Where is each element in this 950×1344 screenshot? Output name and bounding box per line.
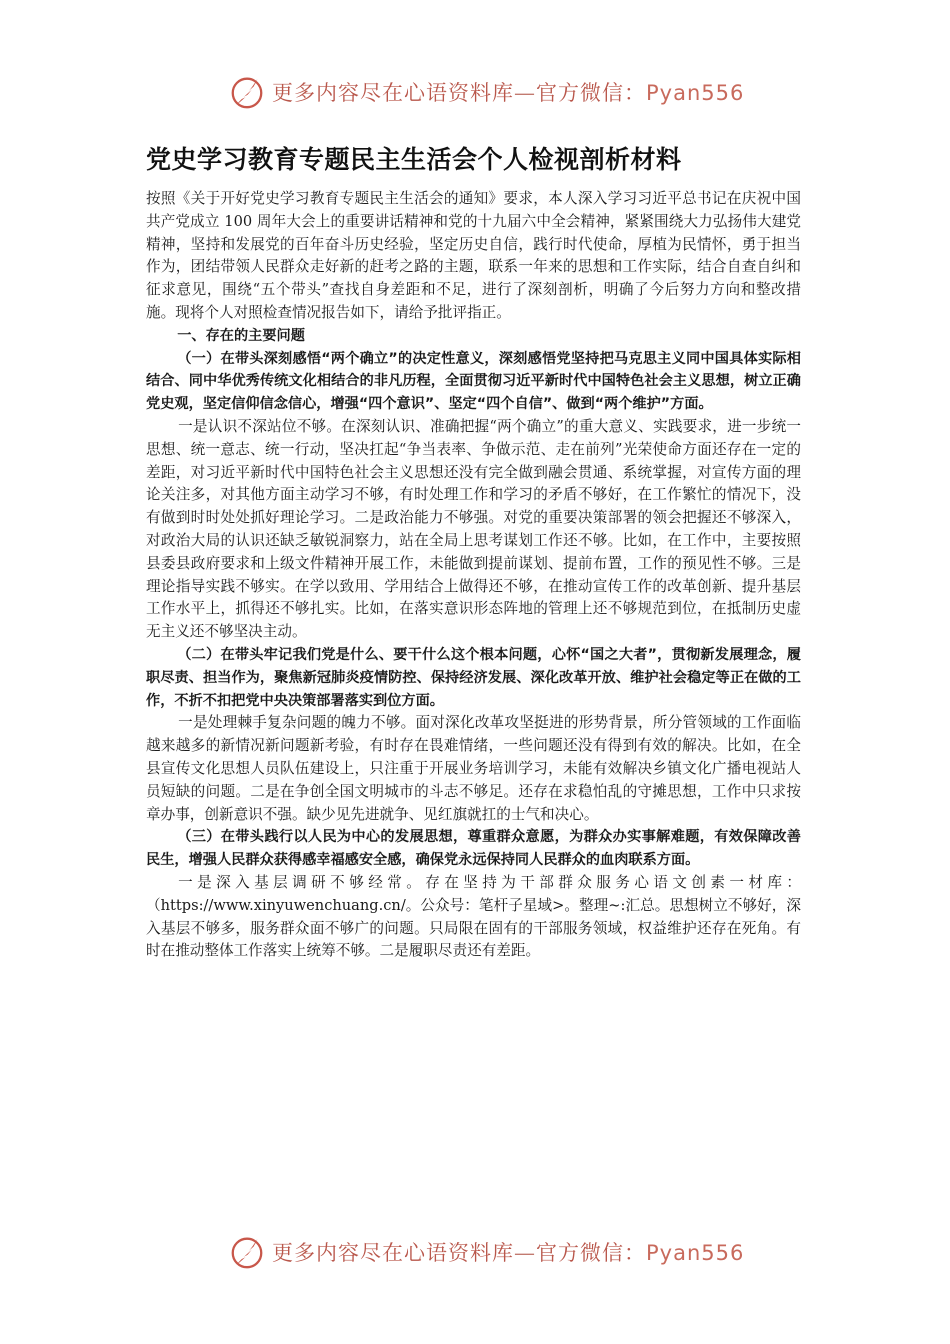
banner-wechat-id: Pyan556 [646, 1241, 745, 1265]
banner-text [272, 1237, 744, 1267]
subsection-1-title: （一）在带头深刻感悟“两个确立”的决定性意义，深刻感悟党坚持把马克思主义同中国具体实际相结合、同中华优秀传统文化相结合的非凡历程，全面贯彻习近平新时代中国特色社会主义思想，树立正确党史观，坚定信仰信念信心，增强“四个意识”、坚定“四个自信”、做到“两个维护”方面。 [146, 350, 801, 413]
banner-label: 官方微信： [536, 1241, 646, 1265]
banner-label: 官方微信： [536, 81, 646, 105]
banner-wechat-id: Pyan556 [646, 81, 745, 105]
section-heading-1: 一、存在的主要问题 [177, 327, 305, 344]
feather-logo-icon [228, 1233, 266, 1271]
subsection-3-title: （三）在带头践行以人民为中心的发展思想，尊重群众意愿，为群众办实事解难题，有效保障改善民生，增强人民群众获得感幸福感安全感，确保党永远保持同人民群众的血肉联系方面。 [146, 829, 801, 869]
feather-logo-icon [228, 73, 266, 111]
document-title: 党史学习教育专题民主生活会个人检视剖析材料 [146, 145, 682, 174]
subsection-3-body: 一是深入基层调研不够经常。存在坚持为干部群众服务心语文创素一材库：（https://www.xinyuwenchuang.cn/。公众号：笔杆子星域>。整理~:汇总。思想树立不够好，深入基层不够多，服务群众面不够广的问题。只局限在固有的干部服务领域，权益维护还存在死角。有时在推动整体工作落实上统筹不够。二是履职尽责还有差距。 [146, 873, 801, 960]
document-body [146, 188, 801, 963]
banner-separator: — [514, 81, 536, 105]
footer-banner [228, 1232, 744, 1272]
subsection-2-body: 一是处理棘手复杂问题的魄力不够。面对深化改革攻坚挺进的形势背景，所分管领域的工作面临越来越多的新情况新问题新考验，有时存在畏难情绪，一些问题还没有得到有效的解决。比如，在全县宣传文化思想人员队伍建设上，只注重于开展业务培训学习，未能有效解决乡镇文化广播电视站人员短缺的问题。二是在争创全国文明城市的斗志不够足。还存在求稳怕乱的守摊思想，工作中只求按章办事，创新意识不强。缺少见先进就争、见红旗就扛的士气和决心。 [146, 714, 801, 823]
intro-paragraph: 按照《关于开好党史学习教育专题民主生活会的通知》要求，本人深入学习习近平总书记在庆祝中国共产党成立 100 周年大会上的重要讲话精神和党的十九届六中全会精神，紧紧围绕大力弘扬伟大建党精神，坚持和发展党的百年奋斗历史经验，坚定历史自信，践行时代使命，厚植为民情怀，勇于担当作为，团结带领人民群众走好新的赶考之路的主题，联系一年来的思想和工作实际，结合自查自纠和征求意见，围绕“五个带头”查找自身差距和不足，进行了深刻剖析，明确了今后努力方向和整改措施。现将个人对照检查情况报告如下，请给予批评指正。 [146, 190, 801, 321]
subsection-2-title: （二）在带头牢记我们党是什么、要干什么这个根本问题，心怀“国之大者”，贯彻新发展理念，履职尽责、担当作为，聚焦新冠肺炎疫情防控、保持经济发展、深化改革开放、维护社会稳定等正在做的工作，不折不扣把党中央决策部署落实到位方面。 [146, 646, 801, 709]
banner-text [272, 77, 744, 107]
banner-separator: — [514, 1241, 536, 1265]
banner-main: 更多内容尽在心语资料库 [272, 1241, 514, 1265]
header-banner [228, 72, 744, 112]
subsection-1-body: 一是认识不深站位不够。在深刻认识、准确把握“两个确立”的重大意义、实践要求，进一步统一思想、统一意志、统一行动，坚决扛起“争当表率、争做示范、走在前列”光荣使命方面还存在一定的差距，对习近平新时代中国特色社会主义思想还没有完全做到融会贯通、系统掌握，对宣传方面的理论关注多，对其他方面主动学习不够，有时处理工作和学习的矛盾不够好，在工作繁忙的情况下，没有做到时时处处抓好理论学习。二是政治能力不够强。对党的重要决策部署的领会把握还不够深入，对政治大局的认识还缺乏敏锐洞察力，站在全局上思考谋划工作还不够。比如，在工作中，主要按照县委县政府要求和上级文件精神开展工作，未能做到提前谋划、提前布置，工作的预见性不够。三是理论指导实践不够实。在学以致用、学用结合上做得还不够，在推动宣传工作的改革创新、提升基层工作水平上，抓得还不够扎实。比如，在落实意识形态阵地的管理上还不够规范到位，在抵制历史虚无主义还不够坚决主动。 [146, 417, 801, 641]
banner-main: 更多内容尽在心语资料库 [272, 81, 514, 105]
